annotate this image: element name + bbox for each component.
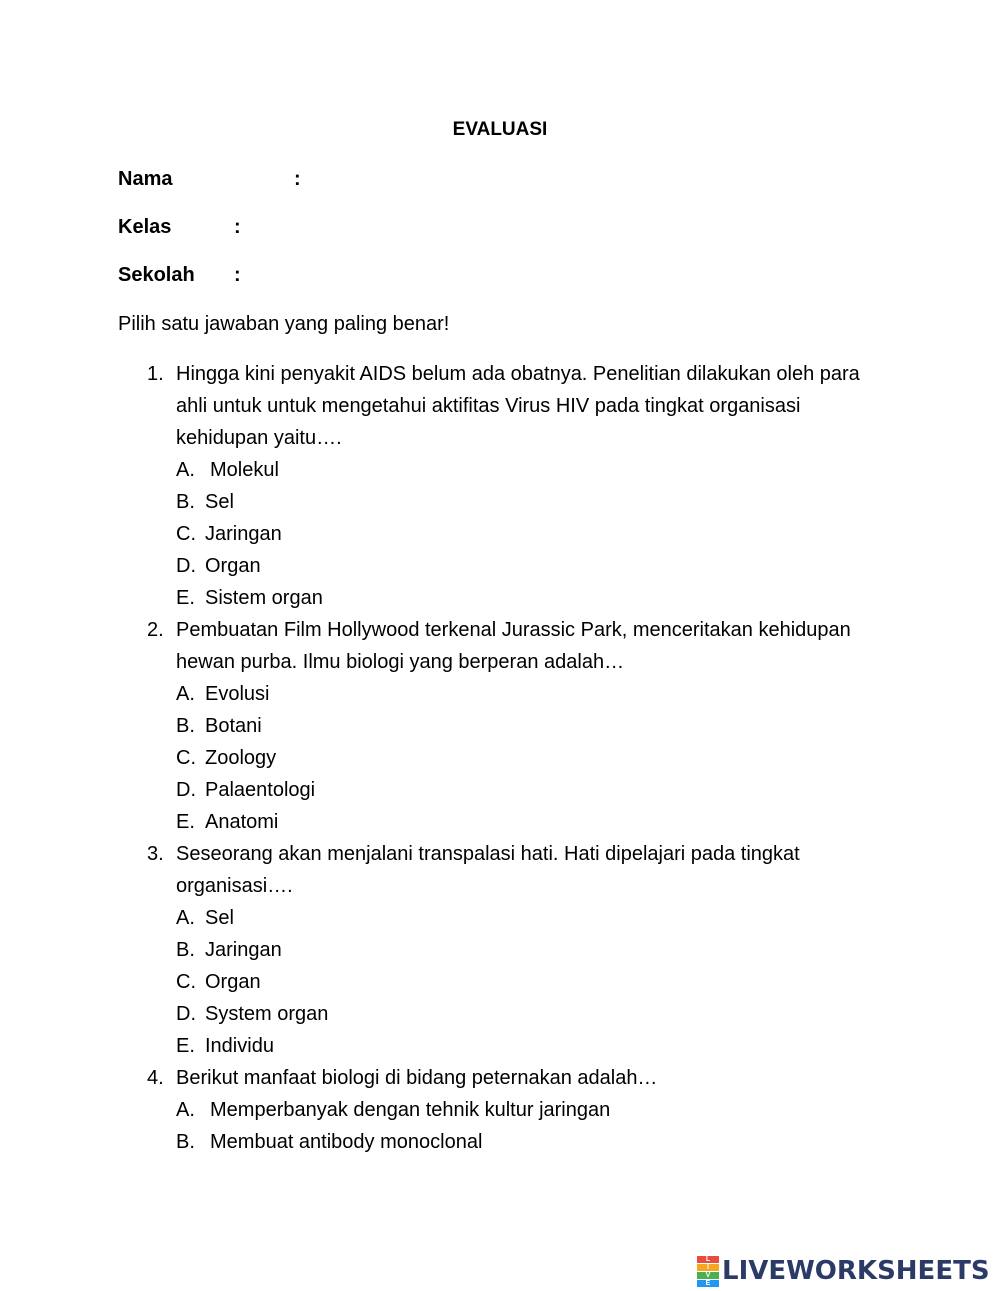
name-label: Nama [118,168,173,190]
q2-option-a[interactable]: A. Evolusi [176,683,270,705]
school-field [118,264,241,287]
question-text: Pembuatan Film Hollywood terkenal Jurassic Park, menceritakan kehidupan hewan purba. Ilmu biologi yang berperan adalah… [176,619,851,673]
school-label: Sekolah [118,264,195,286]
question-number: 3. [147,843,164,865]
q3-option-e[interactable]: E. Individu [176,1035,274,1057]
q2-option-c[interactable]: C. Zoology [176,747,277,769]
q3-option-a[interactable]: A. Sel [176,907,234,929]
instruction-text: Pilih satu jawaban yang paling benar! [118,313,450,335]
name-field [118,168,301,191]
question-text: Seseorang akan menjalani transpalasi hati. Hati dipelajari pada tingkat organisasi…. [176,843,800,897]
class-colon: : [234,216,241,238]
q2-option-e[interactable]: E. Anatomi [176,811,279,833]
question-text: Hingga kini penyakit AIDS belum ada obatnya. Penelitian dilakukan oleh para ahli untuk untuk mengetahui aktifitas Virus HIV pada tingkat organisasi kehidupan yaitu…. [176,363,860,449]
class-field [118,216,241,239]
q1-option-b[interactable]: B. Sel [176,491,234,513]
q1-option-e[interactable]: E. Sistem organ [176,587,323,609]
q1-option-c[interactable]: C. Jaringan [176,523,282,545]
q2-option-d[interactable]: D. Palaentologi [176,779,316,801]
q3-option-c[interactable]: C. Organ [176,971,261,993]
page-title: EVALUASI [452,119,548,140]
question-number: 4. [147,1067,164,1089]
class-label: Kelas [118,216,172,238]
school-colon: : [234,264,241,286]
q1-option-a[interactable]: A. Molekul [176,459,279,481]
question-number: 1. [147,363,164,385]
logo-mark-icon: L I V E [697,1256,719,1287]
logo-text: LIVEWORKSHEETS [722,1256,990,1286]
question-number: 2. [147,619,164,641]
q3-option-b[interactable]: B. Jaringan [176,939,282,961]
q4-option-b[interactable]: B. Membuat antibody monoclonal [176,1131,483,1153]
q2-option-b[interactable]: B. Botani [176,715,262,737]
liveworksheets-logo [697,1253,990,1289]
q1-option-d[interactable]: D. Organ [176,555,261,577]
q4-option-a[interactable]: A. Memperbanyak dengan tehnik kultur jaringan [176,1099,611,1121]
q3-option-d[interactable]: D. System organ [176,1003,329,1025]
question-text: Berikut manfaat biologi di bidang peternakan adalah… [176,1067,658,1089]
name-colon: : [294,168,301,190]
